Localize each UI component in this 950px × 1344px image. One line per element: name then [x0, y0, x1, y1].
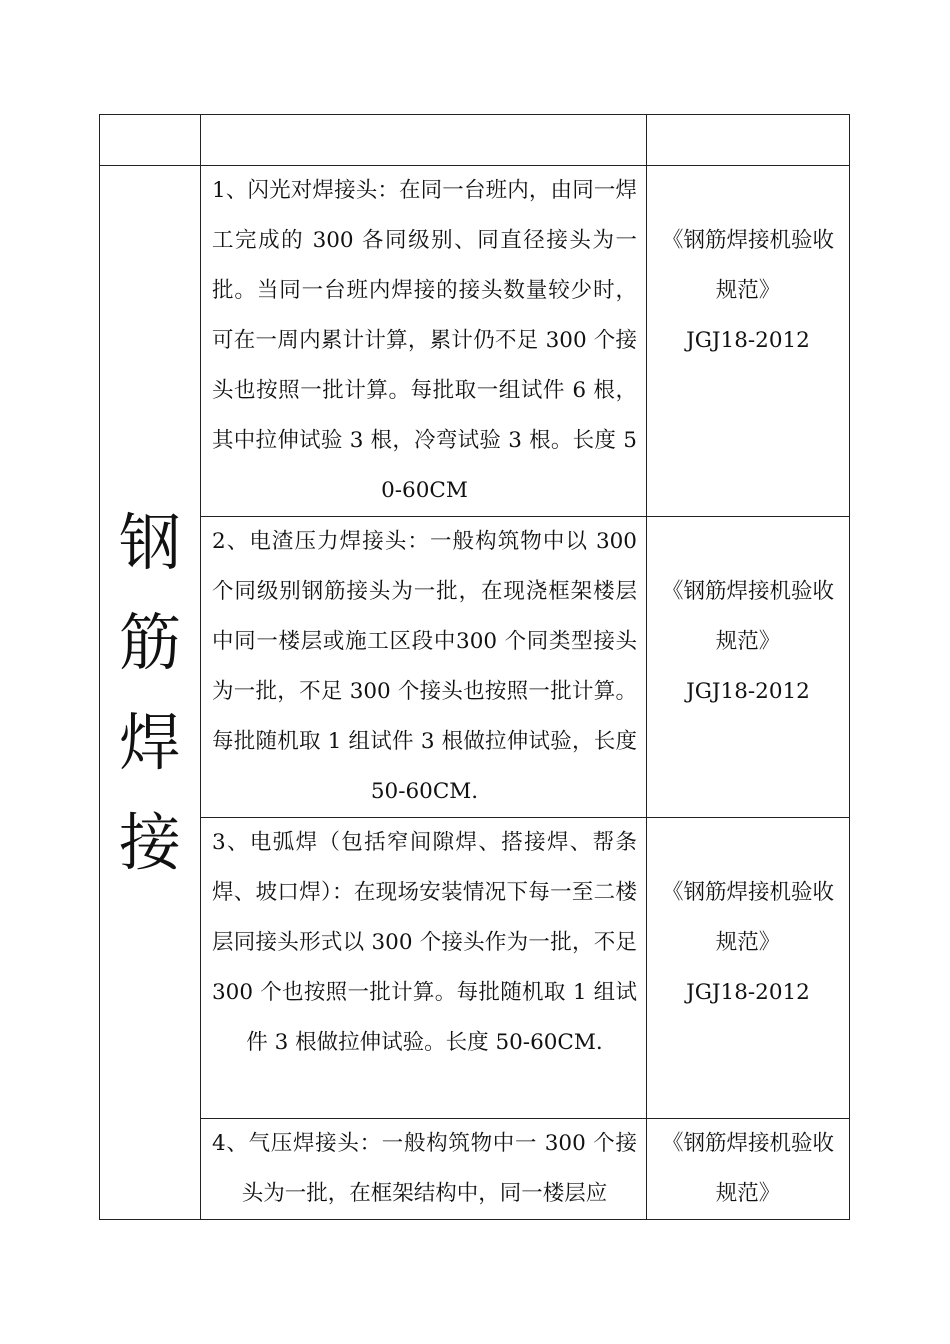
- standard-cell: [647, 517, 850, 818]
- standard-cell: [647, 166, 850, 517]
- requirement-cell: [201, 517, 647, 818]
- requirement-cell: [201, 1119, 647, 1220]
- welding-spec-table: [99, 114, 850, 1220]
- category-label: 钢筋焊接: [119, 505, 182, 879]
- standard-name: 《钢筋焊接机验收规范》: [661, 1131, 834, 1206]
- requirement-cell: [201, 818, 647, 1119]
- table-row: [100, 818, 850, 1119]
- standard-name: 《钢筋焊接机验收规范》: [661, 579, 834, 654]
- standard-reference: [647, 567, 849, 717]
- standard-code: JGJ18-2012: [686, 679, 810, 704]
- table-row: [100, 166, 850, 517]
- requirement-text: 1、闪光对焊接头：在同一台班内，由同一焊工完成的 300 各同级别、同直径接头为一批。当同一台班内焊接的接头数量较少时，可在一周内累计计算，累计仍不足 300 个接头也按照一批计算。每批取一组试件 6 根，其中拉伸试验 3 根，冷弯试验 3 根。长度 50-60CM: [212, 178, 637, 503]
- standard-reference: [647, 868, 849, 1018]
- standard-code: JGJ18-2012: [686, 328, 810, 353]
- standard-reference: [647, 1119, 849, 1219]
- standard-code: JGJ18-2012: [686, 980, 810, 1005]
- header-cell-standard: [647, 115, 850, 166]
- table-row: [100, 517, 850, 818]
- requirement-text: 3、电弧焊（包括窄间隙焊、搭接焊、帮条焊、坡口焊）：在现场安装情况下每一至二楼层同接头形式以 300 个接头作为一批，不足 300 个也按照一批计算。每批随机取 1 组试件 3 根做拉伸试验。长度 50-60CM.: [212, 830, 637, 1055]
- requirement-text: 4、气压焊接头：一般构筑物中一 300 个接头为一批，在框架结构中，同一楼层应: [212, 1131, 637, 1206]
- header-cell-requirement: [201, 115, 647, 166]
- table-row: [100, 1119, 850, 1220]
- standard-cell: [647, 818, 850, 1119]
- standard-name: 《钢筋焊接机验收规范》: [661, 880, 834, 955]
- requirement-cell: [201, 166, 647, 517]
- standard-name: 《钢筋焊接机验收规范》: [661, 228, 834, 303]
- requirement-text: 2、电渣压力焊接头：一般构筑物中以 300 个同级别钢筋接头为一批，在现浇框架楼层中同一楼层或施工区段中300 个同类型接头为一批，不足 300 个接头也按照一批计算。每批随机取 1 组试件 3 根做拉伸试验，长度 50-60CM.: [212, 529, 637, 804]
- table-header-row: [100, 115, 850, 166]
- standard-reference: [647, 216, 849, 366]
- standard-cell: [647, 1119, 850, 1220]
- category-cell: [100, 166, 201, 1220]
- header-cell-category: [100, 115, 201, 166]
